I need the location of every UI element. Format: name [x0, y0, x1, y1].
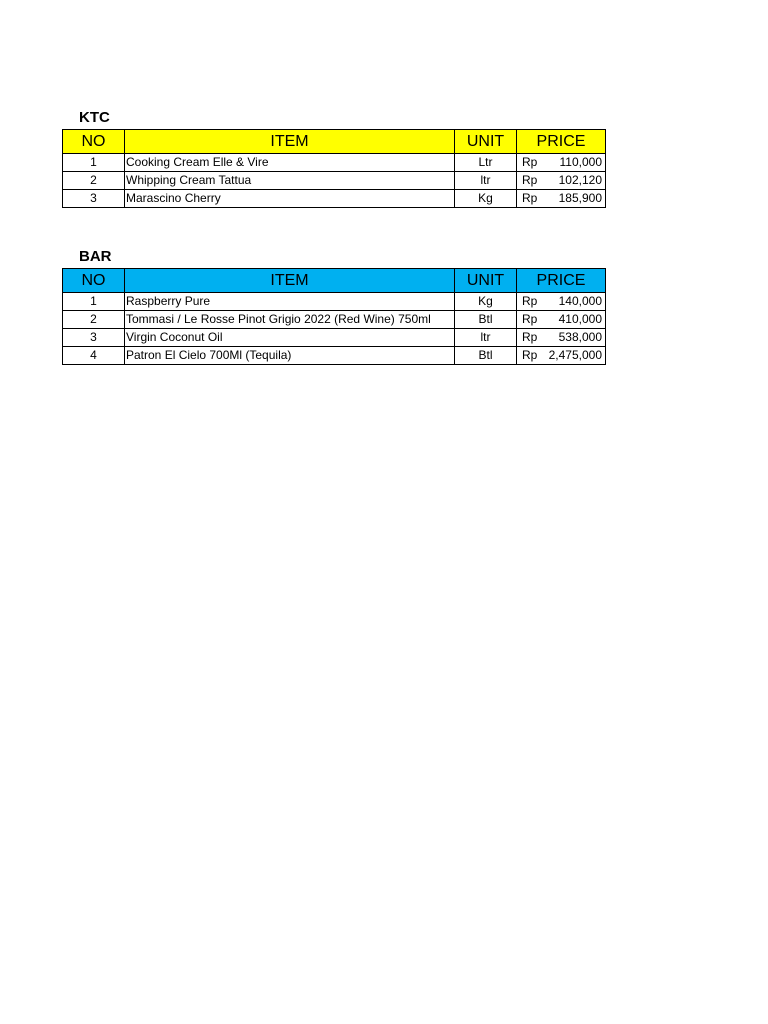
cell-no: 1: [63, 293, 125, 311]
cell-unit: Kg: [455, 293, 517, 311]
cell-price: [517, 293, 606, 311]
cell-unit: ltr: [455, 172, 517, 190]
header-item: ITEM: [125, 269, 455, 293]
currency-label: Rp: [522, 173, 538, 187]
header-unit: UNIT: [455, 130, 517, 154]
cell-item: Patron El Cielo 700Ml (Tequila): [125, 347, 455, 365]
table-row: [63, 329, 606, 347]
cell-price: [517, 154, 606, 172]
table-row: [63, 190, 606, 208]
currency-label: Rp: [522, 155, 538, 169]
cell-unit: Kg: [455, 190, 517, 208]
table-row: [63, 293, 606, 311]
currency-label: Rp: [522, 312, 538, 326]
cell-item: Whipping Cream Tattua: [125, 172, 455, 190]
price-value: 110,000: [559, 155, 602, 169]
ktc-header-row: [63, 130, 606, 154]
currency-label: Rp: [522, 191, 538, 205]
cell-no: 2: [63, 172, 125, 190]
cell-unit: Btl: [455, 311, 517, 329]
price-value: 410,000: [558, 312, 602, 326]
price-value: 102,120: [558, 173, 602, 187]
header-no: NO: [63, 269, 125, 293]
currency-label: Rp: [522, 330, 538, 344]
table-row: [63, 347, 606, 365]
header-price: PRICE: [517, 130, 606, 154]
bar-header-row: [63, 269, 606, 293]
cell-no: 4: [63, 347, 125, 365]
price-value: 185,900: [558, 191, 602, 205]
bar-table: [62, 268, 606, 365]
table-row: [63, 154, 606, 172]
header-unit: UNIT: [455, 269, 517, 293]
cell-price: [517, 311, 606, 329]
cell-no: 3: [63, 190, 125, 208]
cell-item: Marascino Cherry: [125, 190, 455, 208]
cell-price: [517, 172, 606, 190]
cell-price: [517, 347, 606, 365]
bar-section-title: BAR: [79, 248, 112, 265]
cell-unit: ltr: [455, 329, 517, 347]
cell-price: [517, 190, 606, 208]
header-item: ITEM: [125, 130, 455, 154]
bar-section: [62, 246, 605, 365]
price-value: 538,000: [558, 330, 602, 344]
ktc-table: [62, 129, 606, 208]
header-price: PRICE: [517, 269, 606, 293]
price-value: 2,475,000: [548, 348, 602, 362]
ktc-section: [62, 107, 605, 208]
cell-item: Virgin Coconut Oil: [125, 329, 455, 347]
cell-price: [517, 329, 606, 347]
cell-no: 3: [63, 329, 125, 347]
table-row: [63, 172, 606, 190]
currency-label: Rp: [522, 294, 538, 308]
cell-no: 2: [63, 311, 125, 329]
header-no: NO: [63, 130, 125, 154]
cell-item: Raspberry Pure: [125, 293, 455, 311]
table-row: [63, 311, 606, 329]
cell-item: Cooking Cream Elle & Vire: [125, 154, 455, 172]
cell-unit: Ltr: [455, 154, 517, 172]
currency-label: Rp: [522, 348, 538, 362]
cell-unit: Btl: [455, 347, 517, 365]
cell-item: Tommasi / Le Rosse Pinot Grigio 2022 (Red Wine) 750ml: [125, 311, 455, 329]
cell-no: 1: [63, 154, 125, 172]
price-value: 140,000: [558, 294, 602, 308]
ktc-section-title: KTC: [79, 109, 110, 126]
